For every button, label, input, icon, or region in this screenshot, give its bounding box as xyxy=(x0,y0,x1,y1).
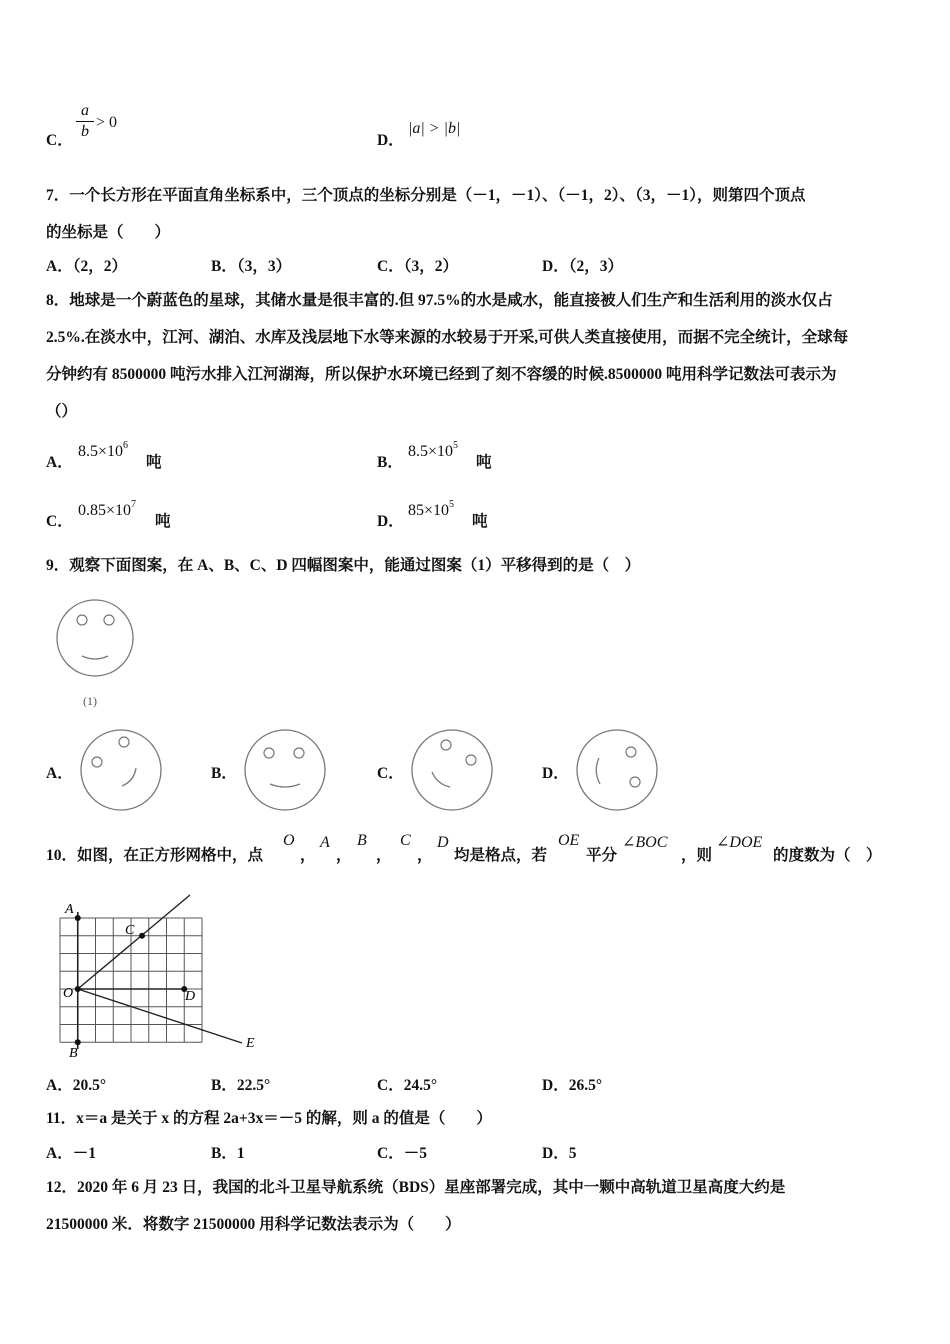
q8-option-b-label: B． xyxy=(377,454,403,471)
q7-option-a: A．（2，2） xyxy=(46,258,127,275)
q10-option-b: B．22.5° xyxy=(211,1077,271,1094)
face-outline xyxy=(57,600,133,676)
q10-ray-oe xyxy=(78,989,242,1043)
q10-option-a: A．20.5° xyxy=(46,1077,107,1094)
q8-option-c-label: C． xyxy=(46,513,73,530)
q7-stem-line2: 的坐标是（ ） xyxy=(46,224,171,241)
q10-label-o: O xyxy=(63,986,74,1001)
q10-point-b: B xyxy=(357,832,367,849)
q10-sep: ， xyxy=(336,847,352,864)
q8-option-a-value: $8.5\times 10^6$ xyxy=(78,440,129,460)
q10-ray-oc xyxy=(78,895,190,989)
q10-label-a: A xyxy=(65,902,74,917)
q8-option-c-value: $0.85\times 10^7$ xyxy=(78,499,137,519)
q9-option-d-label: D． xyxy=(542,765,569,782)
q9-option-a-label: A． xyxy=(46,765,73,782)
q8-option-c-unit: 吨 xyxy=(155,513,171,530)
q8-option-a-label: A． xyxy=(46,454,73,471)
q7-option-b: B．（3，3） xyxy=(211,258,292,275)
face-mouth xyxy=(82,656,108,659)
q10-sep: ， xyxy=(300,847,316,864)
q6-option-d-expression: |a| > |b| xyxy=(408,120,461,137)
q10-point-a: A xyxy=(320,834,330,851)
q10-label-e: E xyxy=(246,1036,255,1051)
q11-option-d: D．5 xyxy=(542,1145,577,1162)
q10-angle-doe: ∠DOE xyxy=(716,834,763,851)
q7-stem-line1: 7．一个长方形在平面直角坐标系中，三个顶点的坐标分别是（－1，－1）、（－1，2）、（3，－1），则第四个顶点 xyxy=(46,187,806,204)
q10-label-b: B xyxy=(69,1046,78,1060)
face-eye xyxy=(104,615,114,625)
q9-figure-caption: (1) xyxy=(83,694,97,708)
q8-stem-line2: 2.5%.在淡水中，江河、湖泊、水库及浅层地下水等来源的水较易于开采,可供人类直接使用，而据不完全统计，全球每 xyxy=(46,329,849,346)
q9-option-b-face xyxy=(240,724,332,816)
q6-fraction-denominator: b xyxy=(81,123,89,140)
q8-option-b-unit: 吨 xyxy=(476,454,492,471)
q10-label-d: D xyxy=(185,989,196,1004)
q11-option-a: A．－1 xyxy=(46,1145,96,1162)
q10-option-d: D．26.5° xyxy=(542,1077,603,1094)
q7-option-d: D．（2，3） xyxy=(542,258,623,275)
q10-label-c: C xyxy=(125,923,135,938)
q9-figure-1 xyxy=(50,592,142,714)
q10-point-c: C xyxy=(400,832,411,849)
q10-point-b-dot xyxy=(75,1039,81,1045)
q10-stem-mid3: ，则 xyxy=(681,847,713,864)
q6-option-d-label: D． xyxy=(377,132,404,149)
q6-fraction-numerator: a xyxy=(81,102,89,119)
q9-option-c-label: C． xyxy=(377,765,404,782)
q10-angle-boc: ∠BOC xyxy=(622,834,668,851)
q8-option-d-value: $85\times 10^5$ xyxy=(408,499,455,519)
q6-option-c-label: C． xyxy=(46,132,73,149)
q11-option-c: C．－5 xyxy=(377,1145,427,1162)
q8-stem-line1: 8．地球是一个蔚蓝色的星球，其储水量是很丰富的.但 97.5%的水是咸水，能直接被人们生产和生活利用的淡水仅占 xyxy=(46,292,833,309)
q8-option-a-unit: 吨 xyxy=(146,454,162,471)
q8-option-d-unit: 吨 xyxy=(472,513,488,530)
q11-stem: 11．x＝a 是关于 x 的方程 2a+3x＝－5 的解，则 a 的值是（ ） xyxy=(46,1110,492,1127)
q12-stem-line1: 12．2020 年 6 月 23 日，我国的北斗卫星导航系统（BDS）星座部署完成，其中一颗中高轨道卫星高度大约是 xyxy=(46,1179,786,1196)
q10-point-c-dot xyxy=(139,933,145,939)
face-eye xyxy=(77,615,87,625)
q10-stem-mid1: 均是格点，若 xyxy=(454,847,548,864)
q10-point-o-dot xyxy=(75,986,81,992)
q6-option-c-fraction xyxy=(76,102,94,141)
q10-segment-oe: OE xyxy=(558,832,580,849)
q10-point-d: D xyxy=(437,834,449,851)
q12-stem-line2: 21500000 米．将数字 21500000 用科学记数法表示为（ ） xyxy=(46,1216,461,1233)
q7-option-c: C．（3，2） xyxy=(377,258,458,275)
q9-option-c-face xyxy=(407,724,499,816)
q9-option-d-face xyxy=(572,724,664,816)
q8-stem-line4: （） xyxy=(46,403,78,420)
q9-option-a-face xyxy=(76,724,168,816)
q8-stem-line3: 分钟约有 8500000 吨污水排入江河湖海，所以保护水环境已经到了刻不容缓的时候.8500000 吨用科学记数法可表示为 xyxy=(46,366,837,383)
q10-option-c: C．24.5° xyxy=(377,1077,438,1094)
q10-stem-mid2: 平分 xyxy=(586,847,618,864)
q10-stem-prefix: 10．如图，在正方形网格中，点 xyxy=(46,847,264,864)
q10-point-a-dot xyxy=(75,915,81,921)
q10-grid-figure xyxy=(50,885,275,1060)
q10-stem-suffix: 的度数为（ ） xyxy=(773,847,882,864)
q10-point-o: O xyxy=(283,832,295,849)
q10-sep: ， xyxy=(376,847,392,864)
q8-option-d-label: D． xyxy=(377,513,404,530)
q9-option-b-label: B． xyxy=(211,765,237,782)
q10-sep: ， xyxy=(417,847,433,864)
q6-option-c-relation: > 0 xyxy=(96,114,118,131)
q9-stem: 9．观察下面图案，在 A、B、C、D 四幅图案中，能通过图案（1）平移得到的是（ ） xyxy=(46,557,641,574)
q11-option-b: B．1 xyxy=(211,1145,245,1162)
q8-option-b-value: $8.5\times 10^5$ xyxy=(408,440,459,460)
